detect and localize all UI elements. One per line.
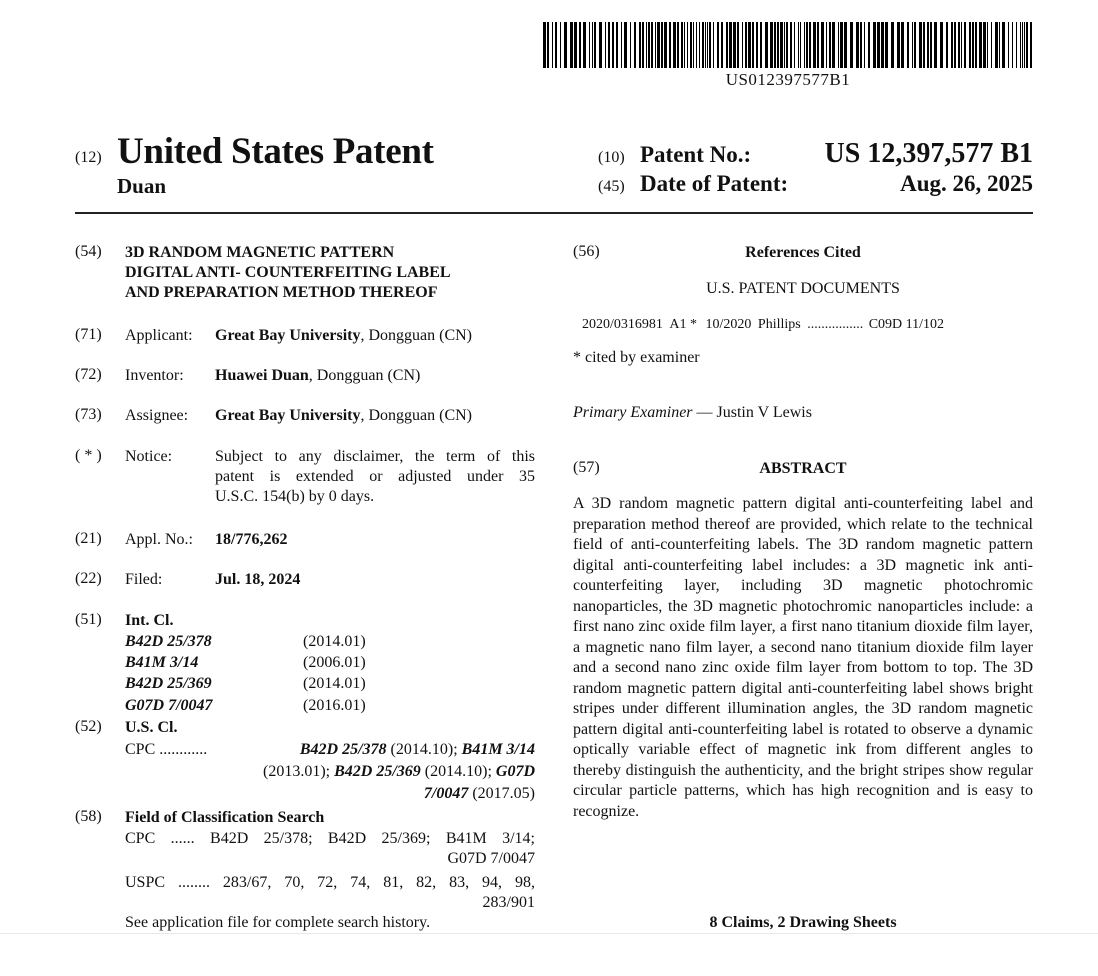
us-cl-date: (2014.10); <box>420 763 496 780</box>
int-cl-date: (2014.01) <box>303 675 366 692</box>
inventor-label: Inventor: <box>125 367 184 384</box>
code-54: (54) <box>75 243 102 260</box>
code-51: (51) <box>75 611 102 628</box>
applicant-location: , Dongguan (CN) <box>360 327 473 344</box>
code-45: (45) <box>598 178 625 195</box>
patent-number: US 12,397,577 B1 <box>824 138 1033 169</box>
code-72: (72) <box>75 366 102 383</box>
examiner-name: Justin V Lewis <box>716 404 812 421</box>
page-bottom-edge <box>0 933 1098 934</box>
int-cl-date: (2014.01) <box>303 633 366 650</box>
reference-kind: A1 * <box>669 317 698 332</box>
us-cl-label: U.S. Cl. <box>125 719 178 736</box>
notice-line: U.S.C. 154(b) by 0 days. <box>215 488 375 505</box>
applicant-label: Applicant: <box>125 327 193 344</box>
field-search-uspc-line: 283/901 <box>482 894 535 911</box>
field-search-cpc-line: G07D 7/0047 <box>447 850 535 867</box>
appl-no: 18/776,262 <box>215 531 288 548</box>
assignee-name: Great Bay University <box>215 407 361 424</box>
appl-no-label: Appl. No.: <box>125 531 193 548</box>
assignee-label: Assignee: <box>125 407 189 424</box>
us-cl-date: (2017.05) <box>468 785 535 802</box>
int-cl-date: (2016.01) <box>303 697 366 714</box>
notice-code: ( * ) <box>75 447 102 464</box>
int-cl-label: Int. Cl. <box>125 612 174 629</box>
applicant <box>215 326 472 346</box>
reference-date: 10/2020 <box>705 317 752 332</box>
primary-examiner <box>573 403 812 423</box>
us-cl-code: G07D <box>495 763 535 780</box>
notice-line: Subject to any disclaimer, the term of this <box>215 448 535 465</box>
int-cl-code: B42D 25/378 <box>125 633 212 650</box>
invention-title <box>125 243 451 303</box>
invention-title-line: DIGITAL ANTI- COUNTERFEITING LABEL <box>125 264 451 281</box>
int-cl-code: G07D 7/0047 <box>125 697 213 714</box>
inventor-location: , Dongguan (CN) <box>308 367 421 384</box>
field-search-cpc-line: CPC ...... B42D 25/378; B42D 25/369; B41M 3/14; <box>125 830 535 847</box>
us-cl-line-2 <box>263 762 535 782</box>
patent-number-label: Patent No.: <box>640 142 752 167</box>
code-22: (22) <box>75 570 102 587</box>
us-cl-code: B42D 25/369 <box>334 763 421 780</box>
int-cl-code: B42D 25/369 <box>125 675 212 692</box>
patent-type-title: United States Patent <box>117 131 434 172</box>
code-57: (57) <box>573 459 600 476</box>
code-10: (10) <box>598 149 625 166</box>
date-of-patent: Aug. 26, 2025 <box>900 171 1033 196</box>
us-cl-code: B41M 3/14 <box>461 741 535 758</box>
filed-date: Jul. 18, 2024 <box>215 571 301 588</box>
int-cl-code: B41M 3/14 <box>125 654 199 671</box>
cited-by-examiner: * cited by examiner <box>573 349 700 366</box>
us-cl-date: (2014.10); <box>386 741 462 758</box>
inventor-name: Huawei Duan <box>215 367 309 384</box>
code-21: (21) <box>75 530 102 547</box>
notice-text <box>215 447 535 507</box>
inventor-surname: Duan <box>117 174 167 198</box>
reference-class: C09D 11/102 <box>868 317 945 332</box>
date-of-patent-label: Date of Patent: <box>640 171 789 196</box>
us-cl-cpc-label: CPC ............ <box>125 741 208 758</box>
field-search-uspc <box>125 873 535 913</box>
assignee <box>215 406 472 426</box>
int-cl-date: (2006.01) <box>303 654 366 671</box>
reference-leader: ................ <box>807 317 864 332</box>
code-71: (71) <box>75 326 102 343</box>
assignee-location: , Dongguan (CN) <box>360 407 473 424</box>
abstract-text: A 3D random magnetic pattern digital anti-counterfeiting label and preparation method thereof are provided, which relate to the technical field of anti-counterfeiting labels. The 3D random magnetic pattern digital anti-counterfeiting label includes: a 3D magnetic ink anti-counterfeiting layer, including 3D magnetic photochromic nanoparticles, the 3D magnetic photochromic nanoparticles include: a first nano zinc oxide film layer, a first nano titanium dioxide film layer, a magnetic nano film layer, a second nano titanium dioxide film layer and a second nano zinc oxide film layer from bottom to top. The 3D random magnetic pattern digital anti-counterfeiting label shows bright stripes under different illumination angles, the 3D random magnetic pattern digital anti-counterfeiting label is rotated to observe a dynamic optically variable effect of magnetic ink from different angles to thereby distinguish the authenticity, and the bright stripes show regular circular particle patterns, which has high recognition and is easy to recognize. <box>573 495 1033 820</box>
examiner-label: Primary Examiner <box>573 404 693 421</box>
us-cl-line-3 <box>424 784 535 804</box>
search-history-note: See application file for complete search history. <box>125 914 431 931</box>
code-12: (12) <box>75 149 102 166</box>
notice-label: Notice: <box>125 448 173 465</box>
us-cl-code: 7/0047 <box>423 785 469 802</box>
field-search-uspc-line: USPC ........ 283/67, 70, 72, 74, 81, 82, 83, 94, 98, <box>125 874 535 891</box>
us-patent-documents-heading: U.S. PATENT DOCUMENTS <box>706 280 900 297</box>
reference-row <box>582 317 944 333</box>
us-cl-line-1 <box>300 740 535 760</box>
code-73: (73) <box>75 406 102 423</box>
notice-line: patent is extended or adjusted under 35 <box>215 468 535 485</box>
applicant-name: Great Bay University <box>215 327 361 344</box>
claims-drawings: 8 Claims, 2 Drawing Sheets <box>709 914 897 931</box>
filed-label: Filed: <box>125 571 163 588</box>
us-cl-date: (2013.01); <box>263 763 335 780</box>
invention-title-line: 3D RANDOM MAGNETIC PATTERN <box>125 244 395 261</box>
reference-doc-number: 2020/0316981 <box>582 317 663 332</box>
barcode-number: US012397577B1 <box>725 70 851 89</box>
code-56: (56) <box>573 243 600 260</box>
code-52: (52) <box>75 718 102 735</box>
references-cited-title: References Cited <box>745 244 861 261</box>
field-search-cpc <box>125 829 535 869</box>
header-divider <box>75 212 1033 214</box>
abstract-title: ABSTRACT <box>759 460 847 477</box>
invention-title-line: AND PREPARATION METHOD THEREOF <box>125 284 438 301</box>
inventor <box>215 366 420 386</box>
barcode <box>543 22 1033 68</box>
examiner-dash: — <box>692 404 717 421</box>
reference-name: Phillips <box>757 317 801 332</box>
field-search-label: Field of Classification Search <box>125 809 325 826</box>
us-cl-code: B42D 25/378 <box>299 741 387 758</box>
code-58: (58) <box>75 808 102 825</box>
